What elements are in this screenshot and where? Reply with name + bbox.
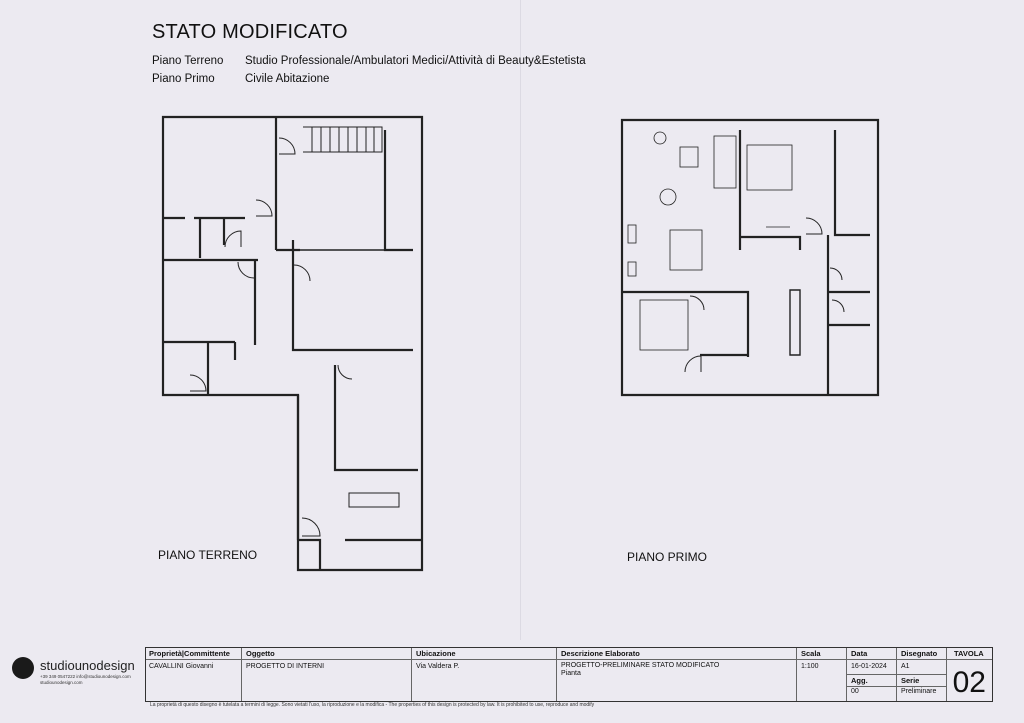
drawn-header: Disegnato [901, 649, 938, 658]
tb-divider [796, 648, 797, 701]
first-floor-label: Piano Primo [152, 73, 215, 85]
tb-divider [846, 686, 946, 687]
description-value-2: Pianta [561, 670, 581, 677]
date-header: Data [851, 649, 868, 658]
logo-name: studiounodesign [40, 658, 135, 673]
first-floor-door-swings [685, 218, 844, 372]
tb-divider [946, 648, 947, 701]
first-floor-use: Civile Abitazione [245, 73, 330, 85]
door-swings [190, 138, 352, 536]
first-floor-plan [622, 120, 878, 395]
ground-floor-plan [163, 117, 422, 570]
tb-divider [411, 648, 412, 701]
ground-floor-plan-label: PIANO TERRENO [158, 548, 258, 562]
date-value: 16-01-2024 [851, 663, 887, 670]
tb-divider [241, 648, 242, 701]
tb-divider [146, 659, 992, 660]
scale-value: 1:100 [801, 663, 819, 670]
agg-value: 00 [851, 688, 859, 695]
drawing-title: STATO MODIFICATO [152, 21, 348, 43]
tavola-header: TAVOLA [954, 649, 984, 658]
scale-header: Scala [801, 649, 821, 658]
tavola-number: 02 [952, 666, 986, 699]
description-value: PROGETTO-PRELIMINARE STATO MODIFICATO [561, 662, 720, 669]
object-value: PROGETTO DI INTERNI [246, 663, 325, 670]
title-block [145, 647, 993, 702]
owner-value: CAVALLINI Giovanni [149, 663, 214, 670]
drawn-value: A1 [901, 663, 910, 670]
logo-contact: +39 349 0547222 info@studiounodesign.com studiounodesign.com [40, 674, 131, 685]
stair [303, 127, 382, 152]
owner-header: Proprietà|Committente [149, 649, 230, 658]
studio-logo [10, 655, 140, 695]
series-value: Preliminare [901, 688, 937, 695]
location-value: Via Valdera P. [416, 663, 460, 670]
object-header: Oggetto [246, 649, 275, 658]
description-header: Descrizione Elaborato [561, 649, 640, 658]
tb-divider [846, 674, 946, 675]
series-header: Serie [901, 676, 920, 685]
agg-header: Agg. [851, 676, 868, 685]
ground-floor-use: Studio Professionale/Ambulatori Medici/Attività di Beauty&Estetista [245, 55, 586, 67]
furniture [628, 132, 792, 350]
ground-floor-label: Piano Terreno [152, 55, 224, 67]
location-header: Ubicazione [416, 649, 456, 658]
tb-divider [556, 648, 557, 701]
copyright-footer: La proprietà di questo disegno è tutelata a termini di legge. Sono vietati l'uso, la riproduzione e la modifica - The properties of this design is protected by law. It is prohibited to use, reproduce and modify [150, 702, 595, 708]
first-floor-plan-label: PIANO PRIMO [627, 550, 708, 564]
logo-circle-icon [12, 657, 34, 679]
